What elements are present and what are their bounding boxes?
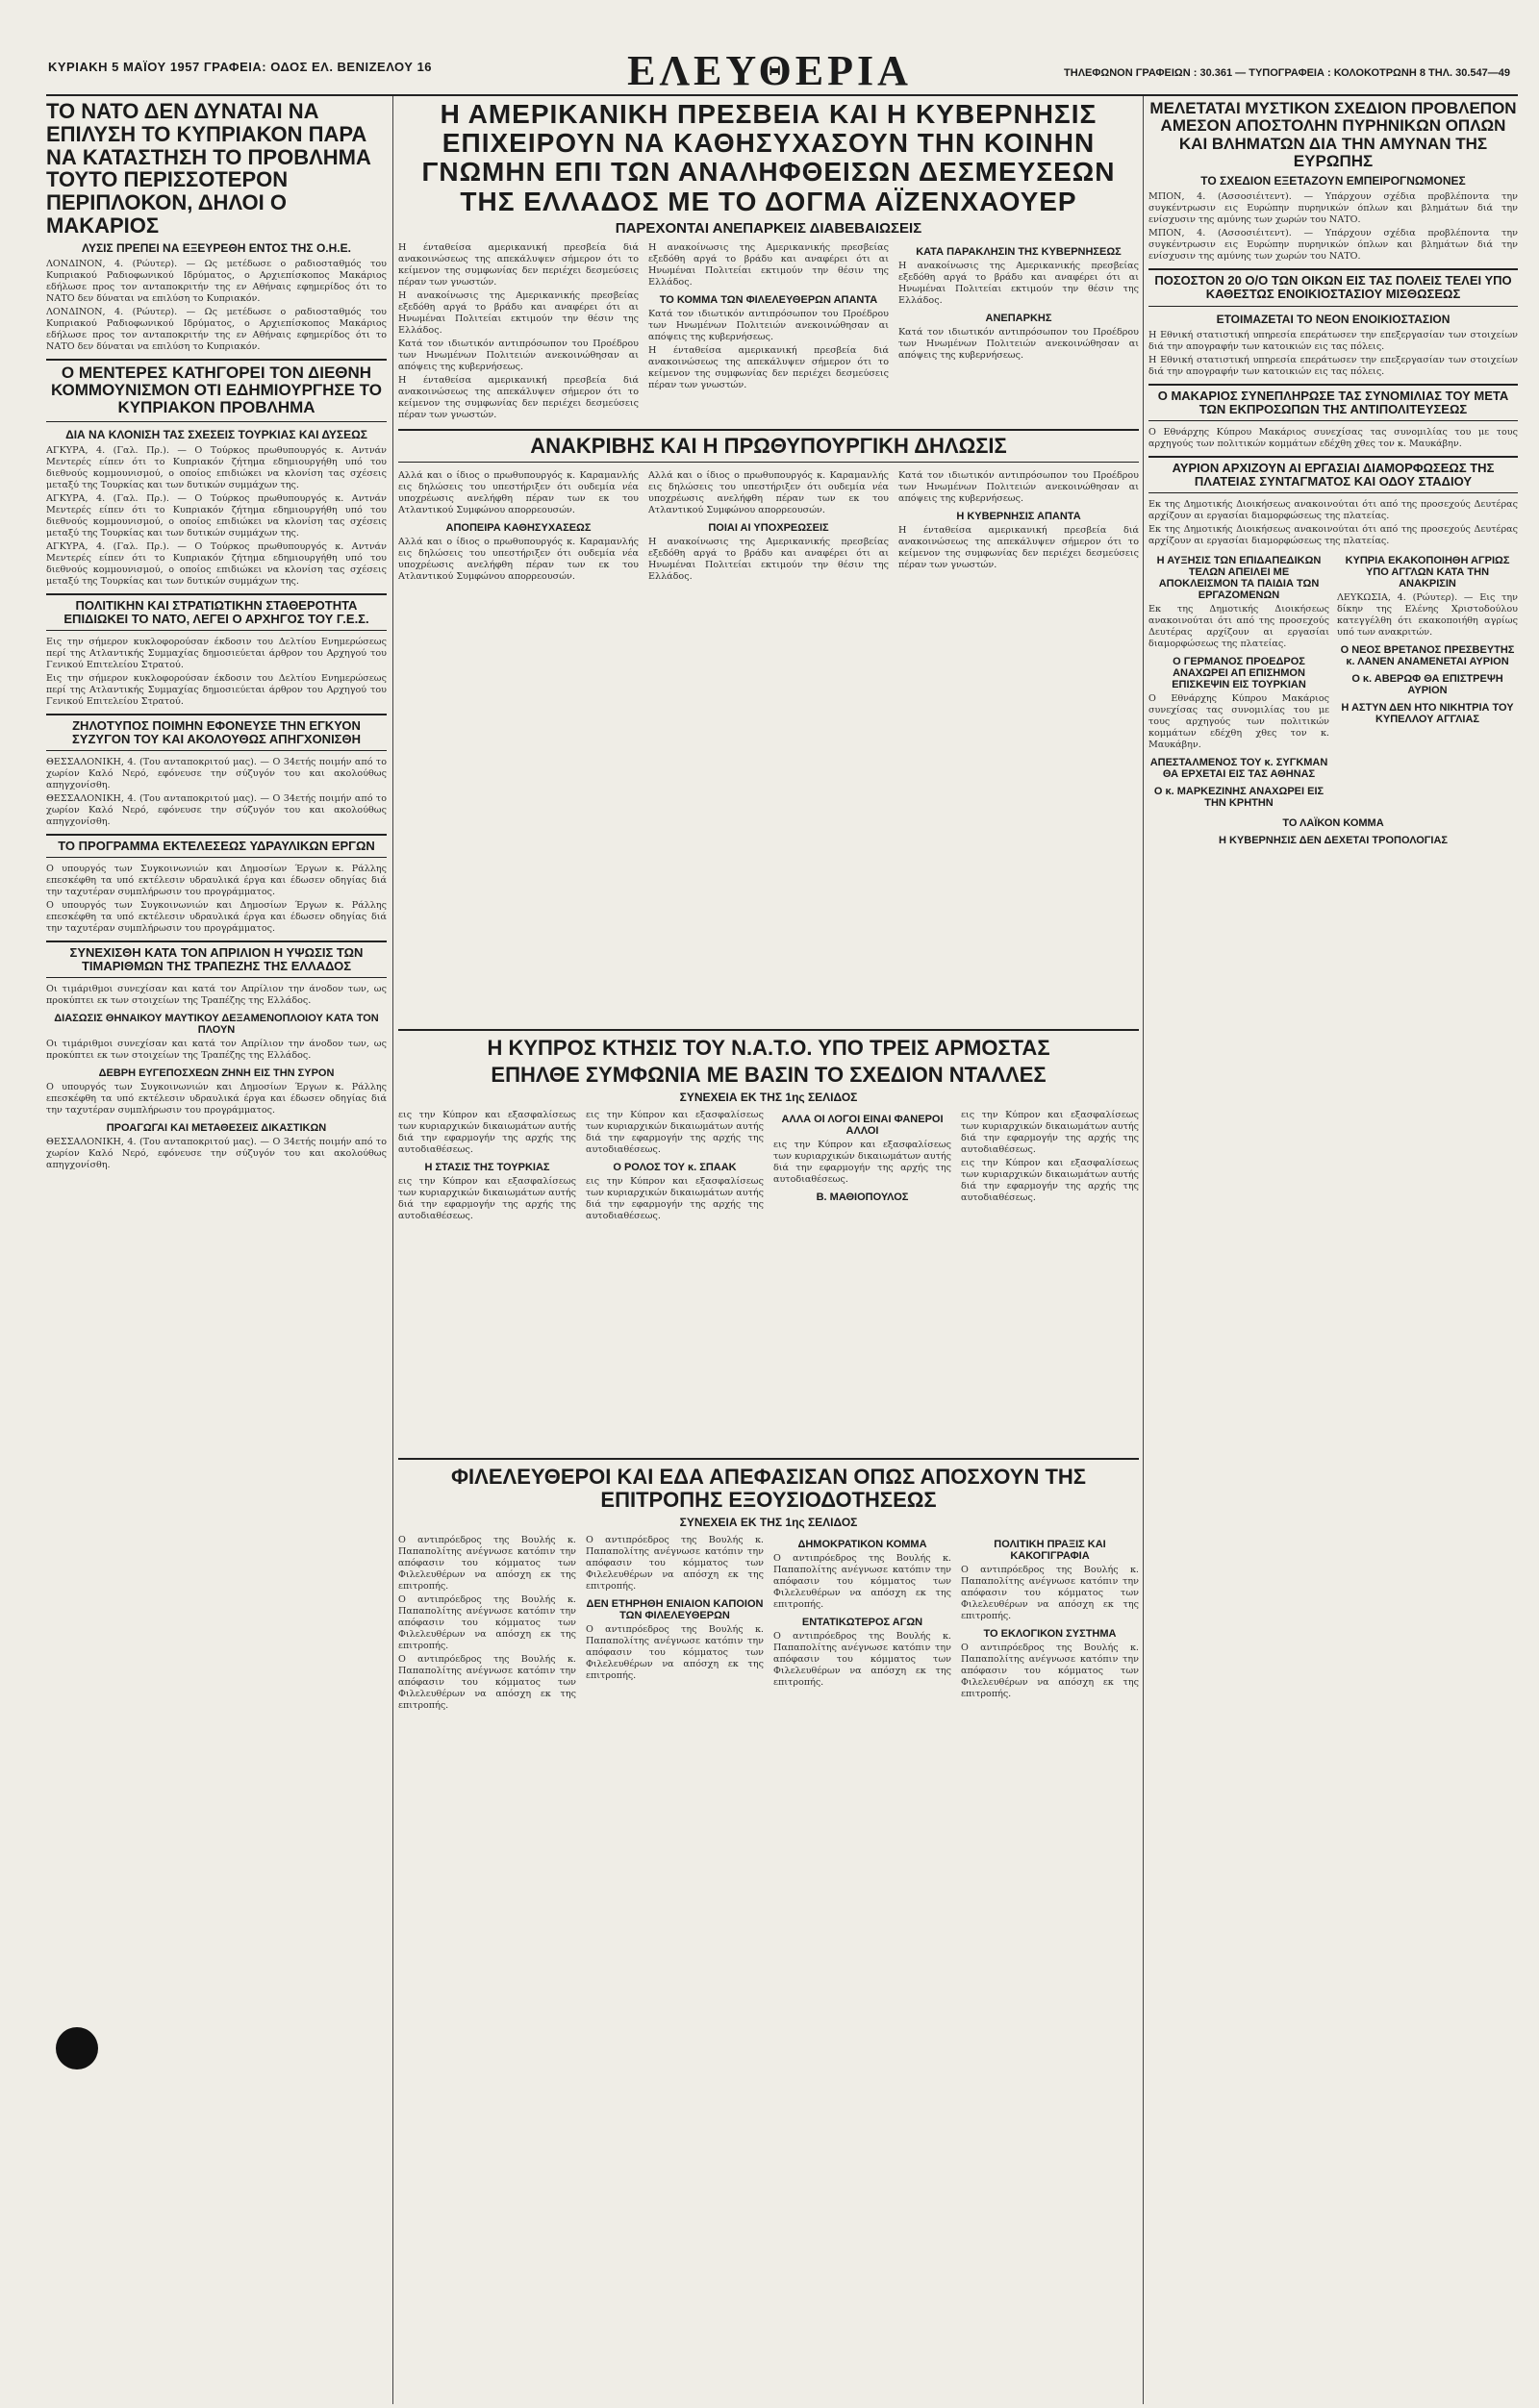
article-headline: Η ΚΥΠΡΟΣ ΚΤΗΣΙΣ ΤΟΥ Ν.Α.Τ.Ο. ΥΠΟ ΤΡΕΙΣ ΑΡΜΟΣΤΑΣ — [487, 1036, 1050, 1060]
article-text: εις την Κύπρον και εξασφαλίσεως των κυριαρχικών δικαιωμάτων αυτής διά την εφαρμογήν της αρχής της αυτοδιαθέσεως. — [961, 1109, 1139, 1155]
article-text: Η ένταθείσα αμερικανική πρεσβεία διά ανακοινώσεως της απεκάλυψεν σήμερον ότι το κείμενον της συμφωνίας δεν περιέχει δεσμεύσεις πέραν των γνωστών. — [648, 344, 889, 390]
article-text: εις την Κύπρον και εξασφαλίσεως των κυριαρχικών δικαιωμάτων αυτής διά την εφαρμογήν της αρχής της αυτοδιαθέσεως. — [398, 1175, 576, 1221]
newspaper-title: ΕΛΕΥΘΕΡΙΑ — [627, 47, 912, 94]
lead-headline: Η ΑΜΕΡΙΚΑΝΙΚΗ ΠΡΕΣΒΕΙΑ ΚΑΙ Η ΚΥΒΕΡΝΗΣΙΣ ΕΠΙΧΕΙΡΟΥΝ ΝΑ ΚΑΘΗΣΥΧΑΣΟΥΝ ΤΗΝ ΚΟΙΝΗΝ ΓΝΩΜΗΝ ΕΠΙ ΤΩΝ ΑΝΑΛΗΦΘΕΙΣΩΝ ΔΕΣΜΕΥΣΕΩΝ ΤΗΣ ΕΛΛΑΔΟΣ ΜΕ ΤΟ ΔΟΓΜΑ ΑΪΖΕΝΧΑΟΥΕΡ — [421, 100, 1116, 216]
short-news-column — [227, 1585, 387, 2402]
article-text: Η ανακοίνωσις της Αμερικανικής πρεσβείας εξεδόθη αργά το βράδυ και αναφέρει ότι αι Ηνωμέναι Πολιτείαι εκτιμούν την θέσιν της Ελλάδος. — [398, 289, 639, 336]
article-text: Ο υπουργός των Συγκοινωνιών και Δημοσίων Έργων κ. Ράλλης επεσκέφθη τα υπό εκτέλεσιν υδραυλικά έργα και έδωσεν οδηγίας διά την ταχυτέραν συμπλήρωσιν του προγράμματος. — [46, 899, 387, 934]
article-text: Κατά τον ιδιωτικόν αντιπρόσωπον του Προέδρου των Ηνωμένων Πολιτειών ανεκοινώθησαν αι απόψεις της κυβερνήσεως. — [398, 338, 639, 372]
article-headline: ΠΟΛΙΤΙΚΗΝ ΚΑΙ ΣΤΡΑΤΙΩΤΙΚΗΝ ΣΤΑΘΕΡΟΤΗΤΑ ΕΠΙΔΙΩΚΕΙ ΤΟ ΝΑΤΟ, ΛΕΓΕΙ Ο ΑΡΧΗΓΟΣ ΤΟΥ Γ.Ε.Σ. — [63, 597, 369, 626]
section-subhead: ΕΝΤΑΤΙΚΩΤΕΡΟΣ ΑΓΩΝ — [801, 1616, 923, 1628]
article-headline: Ο κ. ΑΒΕΡΩΦ ΘΑ ΕΠΙΣΤΡΕΨΗ ΑΥΡΙΟΝ — [1351, 672, 1503, 696]
lead-subhead: ΠΑΡΕΧΟΝΤΑΙ ΑΝΕΠΑΡΚΕΙΣ ΔΙΑΒΕΒΑΙΩΣΕΙΣ — [615, 219, 922, 237]
article-text: Κατά τον ιδιωτικόν αντιπρόσωπον του Προέδρου των Ηνωμένων Πολιτειών ανεκοινώθησαν αι απόψεις της κυβερνήσεως. — [898, 326, 1139, 361]
article-subhead: ΕΤΟΙΜΑΖΕΤΑΙ ΤΟ ΝΕΟΝ ΕΝΟΙΚΙΟΣΤΑΣΙΟΝ — [1216, 312, 1451, 326]
liberals-story — [398, 1458, 1139, 2402]
continuation-note: ΣΥΝΕΧΕΙΑ ΕΚ ΤΗΣ 1ης ΣΕΛΙΔΟΣ — [679, 1515, 858, 1529]
article-headline: ΑΥΡΙΟΝ ΑΡΧΙΖΟΥΝ ΑΙ ΕΡΓΑΣΙΑΙ ΔΙΑΜΟΡΦΩΣΕΩΣ ΤΗΣ ΠΛΑΤΕΙΑΣ ΣΥΝΤΑΓΜΑΤΟΣ ΚΑΙ ΟΔΟΥ ΣΤΑΔΙΟΥ — [1172, 460, 1495, 489]
article-headline: Ο ΜΕΝΤΕΡΕΣ ΚΑΤΗΓΟΡΕΙ ΤΟΝ ΔΙΕΘΝΗ ΚΟΜΜΟΥΝΙΣΜΟΝ ΟΤΙ ΕΔΗΜΙΟΥΡΓΗΣΕ ΤΟ ΚΥΠΡΙΑΚΟΝ ΠΡΟΒΛΗΜΑ — [51, 363, 382, 417]
article-text: Ο αντιπρόεδρος της Βουλής κ. Παπαπολίτης ανέγνωσε κατόπιν την απόφασιν του κόμματος των Φιλελευθέρων να απόσχη εκ της επιτροπής. — [773, 1552, 951, 1610]
article-text: Κατά τον ιδιωτικόν αντιπρόσωπον του Προέδρου των Ηνωμένων Πολιτειών ανεκοινώθησαν αι απόψεις της κυβερνήσεως. — [648, 308, 889, 342]
article-text: ΘΕΣΣΑΛΟΝΙΚΗ, 4. (Του ανταποκριτού μας). — Ο 34ετής ποιμήν από το χωρίον Καλό Νερό, εφόνευσε την σύζυγόν του και ακολούθως απηγχονίσθη. — [46, 1136, 387, 1170]
article-text: Οι τιμάριθμοι συνεχίσαν και κατά τον Απρίλιον την άνοδον των, ως προκύπτει εκ των στοιχείων της Τραπέζης της Ελλάδος. — [46, 1038, 387, 1061]
article-headline: ΤΟ ΛΑΪΚΟΝ ΚΟΜΜΑ — [1282, 816, 1384, 829]
article-text: Εκ της Δημοτικής Διοικήσεως ανακοινούται ότι από της προσεχούς Δευτέρας αρχίζουν αι εργασίαι διαμορφώσεως της πλατείας. — [1148, 523, 1518, 546]
article-text: Η ένταθείσα αμερικανική πρεσβεία διά ανακοινώσεως της απεκάλυψεν σήμερον ότι το κείμενον της συμφωνίας δεν περιέχει δεσμεύσεις πέραν των γνωστών. — [898, 524, 1139, 570]
article-text: ΑΓΚΥΡΑ, 4. (Γαλ. Πρ.). — Ο Τούρκος πρωθυπουργός κ. Αντνάν Μεντερές είπεν ότι το Κυπριακόν ζήτημα εδημιουργήθη υπό του διεθνούς κομμουνισμού, ο οποίος επιδιώκει να κλονίση τας σχέσεις μεταξύ της Τουρκίας και των δυτικών συμμάχων της. — [46, 492, 387, 539]
article-text: Ο αντιπρόεδρος της Βουλής κ. Παπαπολίτης ανέγνωσε κατόπιν την απόφασιν του κόμματος των Φιλελευθέρων να απόσχη εκ της επιτροπής. — [586, 1534, 764, 1592]
article-headline: ΤΟ ΠΡΟΓΡΑΜΜΑ ΕΚΤΕΛΕΣΕΩΣ ΥΔΡΑΥΛΙΚΩΝ ΕΡΓΩΝ — [58, 838, 375, 853]
article-headline: ΖΗΛΟΤΥΠΟΣ ΠΟΙΜΗΝ ΕΦΟΝΕΥΣΕ ΤΗΝ ΕΓΚΥΟΝ ΣΥΖΥΓΟΝ ΤΟΥ ΚΑΙ ΑΚΟΛΟΥΘΩΣ ΑΠΗΓΧΟΝΙΣΘΗ — [72, 717, 361, 746]
signature: Β. ΜΑΘΙΟΠΟΥΛΟΣ — [816, 1191, 909, 1203]
article-text: ΛΕΥΚΩΣΙΑ, 4. (Ρώυτερ). — Εις την δίκην της Ελένης Χριστοδούλου κατεγγέλθη ότι εκακοποιήθη αγρίως υπό των ανακριτών. — [1337, 591, 1518, 638]
article-text: εις την Κύπρον και εξασφαλίσεως των κυριαρχικών δικαιωμάτων αυτής διά την εφαρμογήν της αρχής της αυτοδιαθέσεως. — [586, 1109, 764, 1155]
article-headline: ΕΠΗΛΘΕ ΣΥΜΦΩΝΙΑ ΜΕ ΒΑΣΙΝ ΤΟ ΣΧΕΔΙΟΝ ΝΤΑΛΛΕΣ — [491, 1062, 1047, 1087]
article-text: Ο αντιπρόεδρος της Βουλής κ. Παπαπολίτης ανέγνωσε κατόπιν την απόφασιν του κόμματος των Φιλελευθέρων να απόσχη εκ της επιτροπής. — [773, 1630, 951, 1688]
article-text: Εκ της Δημοτικής Διοικήσεως ανακοινούται ότι από της προσεχούς Δευτέρας αρχίζουν αι εργασίαι διαμορφώσεως της πλατείας. — [1148, 603, 1329, 649]
article-text: Η ένταθείσα αμερικανική πρεσβεία διά ανακοινώσεως της απεκάλυψεν σήμερον ότι το κείμενον της συμφωνίας δεν περιέχει δεσμεύσεις πέραν των γνωστών. — [398, 241, 639, 288]
article-headline: ΔΙΑΣΩΣΙΣ ΘΗΝΑΙΚΟΥ ΜΑΥΤΙΚΟΥ ΔΕΞΑΜΕΝΟΠΛΟΙΟΥ ΚΑΤΑ ΤΟΝ ΠΛΟΥΝ — [54, 1012, 379, 1036]
article-headline: ΑΠΕΣΤΑΛΜΕΝΟΣ ΤΟΥ κ. ΣΥΓΚΜΑΝ ΘΑ ΕΡΧΕΤΑΙ ΕΙΣ ΤΑΣ ΑΘΗΝΑΣ — [1149, 756, 1328, 780]
article-text: Εκ της Δημοτικής Διοικήσεως ανακοινούται ότι από της προσεχούς Δευτέρας αρχίζουν αι εργασίαι διαμορφώσεως της πλατείας. — [1148, 498, 1518, 521]
masthead — [0, 0, 1539, 96]
section-subhead: ΑΝΕΠΑΡΚΗΣ — [985, 312, 1052, 324]
section-subhead: ΑΠΟΠΕΙΡΑ ΚΑΘΗΣΥΧΑΣΕΩΣ — [445, 521, 592, 534]
masthead-date: ΚΥΡΙΑΚΗ 5 ΜΑΪΟΥ 1957 ΓΡΑΦΕΙΑ: ΟΔΟΣ ΕΛ. ΒΕΝΙΖΕΛΟΥ 16 — [48, 60, 433, 74]
article-text: Η ένταθείσα αμερικανική πρεσβεία διά ανακοινώσεως της απεκάλυψεν σήμερον ότι το κείμενον της συμφωνίας δεν περιέχει δεσμεύσεις πέραν των γνωστών. — [398, 374, 639, 420]
article-text: Ο αντιπρόεδρος της Βουλής κ. Παπαπολίτης ανέγνωσε κατόπιν την απόφασιν του κόμματος των Φιλελευθέρων να απόσχη εκ της επιτροπής. — [398, 1534, 576, 1592]
article-headline: ΔΕΒΡΗ ΕΥΓΕΠΟΣΧΕΩΝ ΖΗΝΗ ΕΙΣ ΤΗΝ ΣΥΡΟΝ — [98, 1066, 335, 1079]
article-headline: ΠΟΣΟΣΤΟΝ 20 Ο/Ο ΤΩΝ ΟΙΚΩΝ ΕΙΣ ΤΑΣ ΠΟΛΕΙΣ ΤΕΛΕΙ ΥΠΟ ΚΑΘΕΣΤΩΣ ΕΝΟΙΚΙΟΣΤΑΣΙΟΥ ΜΙΣΘΩΣΕΩΣ — [1154, 273, 1512, 302]
article-headline: Ο ΓΕΡΜΑΝΟΣ ΠΡΟΕΔΡΟΣ ΑΝΑΧΩΡΕΙ ΑΠ ΕΠΙΣΗΜΟΝ ΕΠΙΣΚΕΨΙΝ ΕΙΣ ΤΟΥΡΚΙΑΝ — [1172, 655, 1306, 690]
article-headline: ΦΙΛΕΛΕΥΘΕΡΟΙ ΚΑΙ ΕΔΑ ΑΠΕΦΑΣΙΣΑΝ ΟΠΩΣ ΑΠΟΣΧΟΥΝ ΤΗΣ ΕΠΙΤΡΟΠΗΣ ΕΞΟΥΣΙΟΔΟΤΗΣΕΩΣ — [451, 1465, 1086, 1512]
article-subhead: ΛΥΣΙΣ ΠΡΕΠΕΙ ΝΑ ΕΞΕΥΡΕΘΗ ΕΝΤΟΣ ΤΗΣ Ο.Η.Ε. — [82, 240, 351, 255]
article-text: Ο Εθνάρχης Κύπρου Μακάριος συνεχίσας τας συνομιλίας του με τους αρχηγούς των πολιτικών κομμάτων εδέχθη χθες τον κ. Μαυκάβην. — [1148, 692, 1329, 750]
section-subhead: ΤΟ ΚΟΜΜΑ ΤΩΝ ΦΙΛΕΛΕΥΘΕΡΩΝ ΑΠΑΝΤΑ — [659, 293, 878, 306]
column-divider — [392, 96, 393, 2404]
section-subhead: ΔΗΜΟΚΡΑΤΙΚΟΝ ΚΟΜΜΑ — [797, 1538, 927, 1550]
article-text: Ο αντιπρόεδρος της Βουλής κ. Παπαπολίτης ανέγνωσε κατόπιν την απόφασιν του κόμματος των Φιλελευθέρων να απόσχη εκ της επιτροπής. — [961, 1564, 1139, 1621]
right-column — [1148, 100, 1518, 2403]
column-divider — [1143, 96, 1144, 2404]
article-headline: Ο ΜΑΚΑΡΙΟΣ ΣΥΝΕΠΛΗΡΩΣΕ ΤΑΣ ΣΥΝΟΜΙΛΙΑΣ ΤΟΥ ΜΕΤΑ ΤΩΝ ΕΚΠΡΟΣΩΠΩΝ ΤΗΣ ΑΝΤΙΠΟΛΙΤΕΥΣΕΩΣ — [1157, 388, 1509, 416]
article-text: Οι τιμάριθμοι συνεχίσαν και κατά τον Απρίλιον την άνοδον των, ως προκύπτει εκ των στοιχείων της Τραπέζης της Ελλάδος. — [46, 983, 387, 1006]
article-subhead: ΔΙΑ ΝΑ ΚΛΟΝΙΣΗ ΤΑΣ ΣΧΕΣΕΙΣ ΤΟΥΡΚΙΑΣ ΚΑΙ ΔΥΣΕΩΣ — [65, 427, 367, 441]
article-text: Ο αντιπρόεδρος της Βουλής κ. Παπαπολίτης ανέγνωσε κατόπιν την απόφασιν του κόμματος των Φιλελευθέρων να απόσχη εκ της επιτροπής. — [398, 1593, 576, 1651]
continuation-note: ΣΥΝΕΧΕΙΑ ΕΚ ΤΗΣ 1ης ΣΕΛΙΔΟΣ — [679, 1090, 858, 1104]
article-text: Ο Εθνάρχης Κύπρου Μακάριος συνεχίσας τας συνομιλίας του με τους αρχηγούς των πολιτικών κομμάτων εδέχθη χθες τον κ. Μαυκάβην. — [1148, 426, 1518, 449]
article-headline: Ο ΝΕΟΣ ΒΡΕΤΑΝΟΣ ΠΡΕΣΒΕΥΤΗΣ κ. ΛΑΝΕΝ ΑΝΑΜΕΝΕΤΑΙ ΑΥΡΙΟΝ — [1340, 643, 1515, 667]
article-text: Η Εθνική στατιστική υπηρεσία επεράτωσεν την επεξεργασίαν των στοιχείων διά την απογραφήν των κατοικιών εις τας πόλεις. — [1148, 354, 1518, 377]
ink-blot — [56, 2027, 98, 2069]
article-text: Ο αντιπρόεδρος της Βουλής κ. Παπαπολίτης ανέγνωσε κατόπιν την απόφασιν του κόμματος των Φιλελευθέρων να απόσχη εκ της επιτροπής. — [586, 1623, 764, 1681]
article-text: εις την Κύπρον και εξασφαλίσεως των κυριαρχικών δικαιωμάτων αυτής διά την εφαρμογήν της αρχής της αυτοδιαθέσεως. — [773, 1139, 951, 1185]
article-headline: ΚΥΠΡΙΑ ΕΚΑΚΟΠΟΙΗΘΗ ΑΓΡΙΩΣ ΥΠΟ ΑΓΓΛΩΝ ΚΑΤΑ ΤΗΝ ΑΝΑΚΡΙΣΙΝ — [1345, 554, 1510, 589]
article-text: ΜΠΟΝ, 4. (Ασσοσιέιτεντ). — Υπάρχουν σχέδια προβλέποντα την συγκέντρωσιν εις Ευρώπην πυρηνικών όπλων και βλημάτων διά την ενίσχυσιν της αμύνης των χωρών του ΝΑΤΟ. — [1148, 191, 1518, 226]
article-headline: ΑΝΑΚΡΙΒΗΣ ΚΑΙ Η ΠΡΩΘΥΠΟΥΡΓΙΚΗ ΔΗΛΩΣΙΣ — [530, 433, 1007, 458]
article-text: ΘΕΣΣΑΛΟΝΙΚΗ, 4. (Του ανταποκριτού μας). — Ο 34ετής ποιμήν από το χωρίον Καλό Νερό, εφόνευσε την σύζυγόν του και ακολούθως απηγχονίσθη. — [46, 756, 387, 790]
section-subhead: ΤΟ ΕΚΛΟΓΙΚΟΝ ΣΥΣΤΗΜΑ — [983, 1627, 1117, 1640]
article-text: ΛΟΝΔΙΝΟΝ, 4. (Ρώυτερ). — Ως μετέδωσε ο ραδιοσταθμός του Κυπριακού Ραδιοφωνικού Ιδρύματος, ο Αρχιεπίσκοπος Μακάριος εδήλωσε προς τον ανταποκριτήν της εν Αθήναις εφημερίδος ότι το ΝΑΤΟ δεν δύναται να επιλύση το Κυπριακόν. — [46, 258, 387, 304]
article-text: ΑΓΚΥΡΑ, 4. (Γαλ. Πρ.). — Ο Τούρκος πρωθυπουργός κ. Αντνάν Μεντερές είπεν ότι το Κυπριακόν ζήτημα εδημιουργήθη υπό του διεθνούς κομμουνισμού, ο οποίος επιδιώκει να κλονίση τας σχέσεις μεταξύ της Τουρκίας και των δυτικών συμμάχων της. — [46, 540, 387, 587]
article-subhead: ΤΟ ΣΧΕΔΙΟΝ ΕΞΕΤΑΖΟΥΝ ΕΜΠΕΙΡΟΓΝΩΜΟΝΕΣ — [1200, 174, 1466, 188]
article-text: Η ανακοίνωσις της Αμερικανικής πρεσβείας εξεδόθη αργά το βράδυ και αναφέρει ότι αι Ηνωμέναι Πολιτείαι εκτιμούν την θέσιν της Ελλάδος. — [648, 241, 889, 288]
article-text: Η ανακοίνωσις της Αμερικανικής πρεσβείας εξεδόθη αργά το βράδυ και αναφέρει ότι αι Ηνωμέναι Πολιτείαι εκτιμούν την θέσιν της Ελλάδος. — [648, 536, 889, 582]
section-subhead: Ο ΡΟΛΟΣ ΤΟΥ κ. ΣΠΑΑΚ — [613, 1161, 737, 1173]
article-text: Η Εθνική στατιστική υπηρεσία επεράτωσεν την επεξεργασίαν των στοιχείων διά την απογραφήν των κατοικιών εις τας πόλεις. — [1148, 329, 1518, 352]
article-text: Ο αντιπρόεδρος της Βουλής κ. Παπαπολίτης ανέγνωσε κατόπιν την απόφασιν του κόμματος των Φιλελευθέρων να απόσχη εκ της επιτροπής. — [398, 1653, 576, 1711]
article-text: εις την Κύπρον και εξασφαλίσεως των κυριαρχικών δικαιωμάτων αυτής διά την εφαρμογήν της αρχής της αυτοδιαθέσεως. — [586, 1175, 764, 1221]
article-text: Αλλά και ο ίδιος ο πρωθυπουργός κ. Καραμανλής εις δηλώσεις του υπεστήριξεν ότι ουδεμία νέα υποχρέωσις ανελήφθη πέραν των εκ του Ατλαντικού Συμφώνου απορρεουσών. — [398, 469, 639, 515]
lead-story — [398, 100, 1139, 1023]
article-text: Η ανακοίνωσις της Αμερικανικής πρεσβείας εξεδόθη αργά το βράδυ και αναφέρει ότι αι Ηνωμέναι Πολιτείαι εκτιμούν την θέσιν της Ελλάδος. — [898, 260, 1139, 306]
article-headline: ΜΕΛΕΤΑΤΑΙ ΜΥΣΤΙΚΟΝ ΣΧΕΔΙΟΝ ΠΡΟΒΛΕΠΟΝ ΑΜΕΣΟΝ ΑΠΟΣΤΟΛΗΝ ΠΥΡΗΝΙΚΩΝ ΟΠΛΩΝ ΚΑΙ ΒΛΗΜΑΤΩΝ ΔΙΑ ΤΗΝ ΑΜΥΝΑΝ ΤΗΣ ΕΥΡΩΠΗΣ — [1149, 100, 1517, 171]
article-headline: ΣΥΝΕΧΙΣΘΗ ΚΑΤΑ ΤΟΝ ΑΠΡΙΛΙΟΝ Η ΥΨΩΣΙΣ ΤΩΝ ΤΙΜΑΡΙΘΜΩΝ ΤΗΣ ΤΡΑΠΕΖΗΣ ΤΗΣ ΕΛΛΑΔΟΣ — [69, 944, 364, 973]
section-subhead: ΑΛΛΑ ΟΙ ΛΟΓΟΙ ΕΙΝΑΙ ΦΑΝΕΡΟΙ ΑΛΛΟΙ — [781, 1113, 944, 1137]
article-text: ΛΟΝΔΙΝΟΝ, 4. (Ρώυτερ). — Ως μετέδωσε ο ραδιοσταθμός του Κυπριακού Ραδιοφωνικού Ιδρύματος, ο Αρχιεπίσκοπος Μακάριος εδήλωσε προς τον ανταποκριτήν της εν Αθήναις εφημερίδος ότι το ΝΑΤΟ δεν δύναται να επιλύση το Κυπριακόν. — [46, 306, 387, 352]
article-headline: ΠΡΟΑΓΩΓΑΙ ΚΑΙ ΜΕΤΑΘΕΣΕΙΣ ΔΙΚΑΣΤΙΚΩΝ — [106, 1121, 327, 1134]
article-headline: Η ΑΣΤΥΝ ΔΕΝ ΗΤΟ ΝΙΚΗΤΡΙΑ ΤΟΥ ΚΥΠΕΛΛΟΥ ΑΓΓΛΙΑΣ — [1341, 701, 1514, 725]
article-text: Κατά τον ιδιωτικόν αντιπρόσωπον του Προέδρου των Ηνωμένων Πολιτειών ανεκοινώθησαν αι απόψεις της κυβερνήσεως. — [898, 469, 1139, 504]
article-text: Εις την σήμερον κυκλοφορούσαν έκδοσιν του Δελτίου Ενημερώσεως περί της Ατλαντικής Συμμαχίας δημοσιεύεται άρθρον του Αρχηγού του Γενικού Επιτελείου Στρατού. — [46, 636, 387, 670]
section-subhead: ΠΟΙΑΙ ΑΙ ΥΠΟΧΡΕΩΣΕΙΣ — [708, 521, 829, 534]
article-text: Ο υπουργός των Συγκοινωνιών και Δημοσίων Έργων κ. Ράλλης επεσκέφθη τα υπό εκτέλεσιν υδραυλικά έργα και έδωσεν οδηγίας διά την ταχυτέραν συμπλήρωσιν του προγράμματος. — [46, 863, 387, 897]
article-text: εις την Κύπρον και εξασφαλίσεως των κυριαρχικών δικαιωμάτων αυτής διά την εφαρμογήν της αρχής της αυτοδιαθέσεως. — [398, 1109, 576, 1155]
cyprus-story — [398, 1029, 1139, 1454]
article-text: ΑΓΚΥΡΑ, 4. (Γαλ. Πρ.). — Ο Τούρκος πρωθυπουργός κ. Αντνάν Μεντερές είπεν ότι το Κυπριακόν ζήτημα εδημιουργήθη υπό του διεθνούς κομμουνισμού, ο οποίος επιδιώκει να κλονίση τας σχέσεις μεταξύ της Τουρκίας και των δυτικών συμμάχων της. — [46, 444, 387, 490]
article-headline: Ο κ. ΜΑΡΚΕΖΙΝΗΣ ΑΝΑΧΩΡΕΙ ΕΙΣ ΤΗΝ ΚΡΗΤΗΝ — [1153, 785, 1325, 809]
masthead-contact: ΤΗΛΕΦΩΝΟΝ ΓΡΑΦΕΙΩΝ : 30.361 — ΤΥΠΟΓΡΑΦΕΙΑ : ΚΟΛΟΚΟΤΡΩΝΗ 8 ΤΗΛ. 30.547—49 — [1064, 67, 1510, 79]
article-text: Ο αντιπρόεδρος της Βουλής κ. Παπαπολίτης ανέγνωσε κατόπιν την απόφασιν του κόμματος των Φιλελευθέρων να απόσχη εκ της επιτροπής. — [961, 1642, 1139, 1699]
article-headline: Η ΑΥΞΗΣΙΣ ΤΩΝ ΕΠΙΔΑΠΕΔΙΚΩΝ ΤΕΛΩΝ ΑΠΕΙΛΕΙ ΜΕ ΑΠΟΚΛΕΙΣΜΟΝ ΤΑ ΠΑΙΔΙΑ ΤΩΝ ΕΡΓΑΖΟΜΕΝΩΝ — [1156, 554, 1322, 601]
section-subhead: Η ΣΤΑΣΙΣ ΤΗΣ ΤΟΥΡΚΙΑΣ — [424, 1161, 550, 1173]
article-text: Εις την σήμερον κυκλοφορούσαν έκδοσιν του Δελτίου Ενημερώσεως περί της Ατλαντικής Συμμαχίας δημοσιεύεται άρθρον του Αρχηγού του Γενικού Επιτελείου Στρατού. — [46, 672, 387, 707]
section-subhead: ΠΟΛΙΤΙΚΗ ΠΡΑΞΙΣ ΚΑΙ ΚΑΚΟΓΙΓΡΑΦΙΑ — [994, 1538, 1106, 1562]
article-text: ΘΕΣΣΑΛΟΝΙΚΗ, 4. (Του ανταποκριτού μας). — Ο 34ετής ποιμήν από το χωρίον Καλό Νερό, εφόνευσε την σύζυγόν του και ακολούθως απηγχονίσθη. — [46, 792, 387, 827]
section-subhead: ΔΕΝ ΕΤΗΡΗΘΗ ΕΝΙΑΙΟΝ ΚΑΠΟΙΟΝ ΤΩΝ ΦΙΛΕΛΕΥΘΕΡΩΝ — [586, 1597, 764, 1621]
article-headline: Η ΚΥΒΕΡΝΗΣΙΣ ΔΕΝ ΔΕΧΕΤΑΙ ΤΡΟΠΟΛΟΓΙΑΣ — [1218, 834, 1449, 846]
article-text: Αλλά και ο ίδιος ο πρωθυπουργός κ. Καραμανλής εις δηλώσεις του υπεστήριξεν ότι ουδεμία νέα υποχρέωσις ανελήφθη πέραν των εκ του Ατλαντικού Συμφώνου απορρεουσών. — [398, 536, 639, 582]
article-text: Ο υπουργός των Συγκοινωνιών και Δημοσίων Έργων κ. Ράλλης επεσκέφθη τα υπό εκτέλεσιν υδραυλικά έργα και έδωσεν οδηγίας διά την ταχυτέραν συμπλήρωσιν του προγράμματος. — [46, 1081, 387, 1116]
section-subhead: ΚΑΤΑ ΠΑΡΑΚΛΗΣΙΝ ΤΗΣ ΚΥΒΕΡΝΗΣΕΩΣ — [916, 245, 1122, 258]
article-text: Αλλά και ο ίδιος ο πρωθυπουργός κ. Καραμανλής εις δηλώσεις του υπεστήριξεν ότι ουδεμία νέα υποχρέωσις ανελήφθη πέραν των εκ του Ατλαντικού Συμφώνου απορρεουσών. — [648, 469, 889, 515]
section-subhead: Η ΚΥΒΕΡΝΗΣΙΣ ΑΠΑΝΤΑ — [956, 510, 1081, 522]
masthead-rule — [46, 94, 1518, 96]
article-text: ΜΠΟΝ, 4. (Ασσοσιέιτεντ). — Υπάρχουν σχέδια προβλέποντα την συγκέντρωσιν εις Ευρώπην πυρηνικών όπλων και βλημάτων διά την ενίσχυσιν της αμύνης των χωρών του ΝΑΤΟ. — [1148, 228, 1518, 263]
article-text: εις την Κύπρον και εξασφαλίσεως των κυριαρχικών δικαιωμάτων αυτής διά την εφαρμογήν της αρχής της αυτοδιαθέσεως. — [961, 1157, 1139, 1203]
article-headline: ΤΟ ΝΑΤΟ ΔΕΝ ΔΥΝΑΤΑΙ ΝΑ ΕΠΙΛΥΣΗ ΤΟ ΚΥΠΡΙΑΚΟΝ ΠΑΡΑ ΝΑ ΚΑΤΑΣΤΗΣΗ ΤΟ ΠΡΟΒΛΗΜΑ ΤΟΥΤΟ ΠΕΡΙΣΣΟΤΕΡΟΝ ΠΕΡΙΠΛΟΚΟΝ, ΔΗΛΟΙ Ο ΜΑΚΑΡΙΟΣ — [46, 100, 371, 238]
